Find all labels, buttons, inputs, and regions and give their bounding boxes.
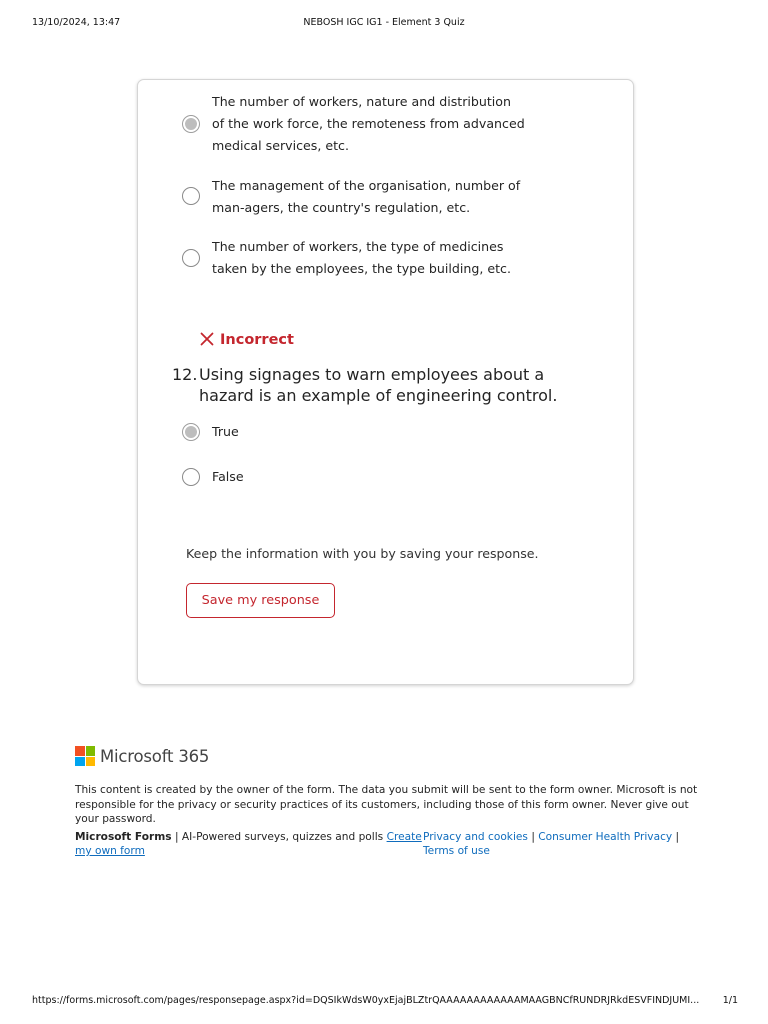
microsoft-365-logo [75,746,209,766]
choice-option-false[interactable] [182,466,527,488]
product-name: Microsoft Forms [75,831,172,843]
print-header [32,17,736,31]
radio-button[interactable] [182,249,200,267]
choice-option-label: The number of workers, nature and distribution of the work force, the remoteness from advanced medical services, etc. [212,94,525,153]
create-my-own-form-link[interactable]: Create my own form [75,831,422,857]
radio-button[interactable] [182,187,200,205]
form-card [137,79,634,685]
footer-disclaimer: This content is created by the owner of the form. The data you submit will be sent to the form owner. Microsoft is not responsible for the privacy or security practices of its customers, including those of this form owner. Never give out your password. [75,784,698,825]
choice-option-1[interactable] [182,91,527,157]
print-url: https://forms.microsoft.com/pages/responsepage.aspx?id=DQSIkWdsW0yxEjajBLZtrQAAAAAAAAAAAAMAAGBNCfRUNDRJRkdESVFINDJUMI... [32,995,700,1006]
link-separator: | [675,831,680,843]
answer-status-incorrect [200,332,294,348]
link-separator: | [531,831,535,843]
consumer-health-privacy-link[interactable]: Consumer Health Privacy [538,831,673,843]
print-timestamp: 13/10/2024, 13:47 [32,17,121,28]
choice-option-3[interactable] [182,236,527,280]
microsoft-logo-icon [75,746,95,766]
close-icon [200,332,214,346]
choice-option-label: False [212,469,244,484]
answer-status-label: Incorrect [220,332,294,348]
terms-of-use-link[interactable]: Terms of use [423,845,490,857]
print-document-title: NEBOSH IGC IG1 - Element 3 Quiz [303,17,465,28]
save-my-response-button[interactable]: Save my response [186,583,335,618]
radio-button[interactable] [182,468,200,486]
brand-name: Microsoft 365 [100,746,210,766]
privacy-and-cookies-link[interactable]: Privacy and cookies [423,831,528,843]
choice-option-label: The management of the organisation, number of man-agers, the country's regulation, etc. [212,178,521,215]
footer-links [75,830,700,860]
choice-option-label: The number of workers, the type of medicines taken by the employees, the type building, etc. [212,239,511,276]
question-text: Using signages to warn employees about a hazard is an example of engineering control. [199,365,558,405]
choice-option-true[interactable] [182,421,527,443]
question-number: 12. [172,365,198,384]
product-tagline: | AI-Powered surveys, quizzes and polls [174,831,384,843]
radio-button-selected[interactable] [182,115,200,133]
print-footer [32,995,738,1009]
choice-option-label: True [212,424,239,439]
print-page-count: 1/1 [722,995,738,1006]
choice-option-2[interactable] [182,175,527,219]
save-response-note: Keep the information with you by saving your response. [186,546,539,561]
radio-button-selected[interactable] [182,423,200,441]
